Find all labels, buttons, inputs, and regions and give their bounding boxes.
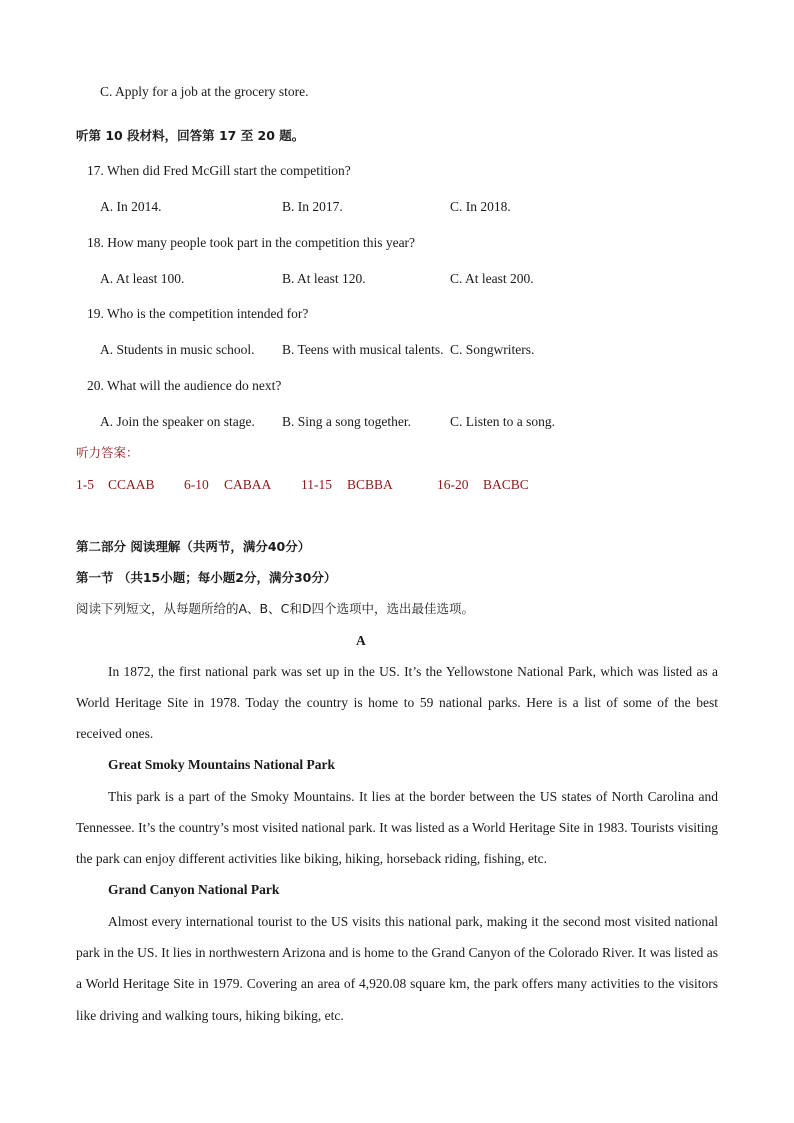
passage-intro: In 1872, the first national park was set up in the US. It’s the Yellowstone National Park, which was listed as a World Heritage Site in 1978. Today the country is home to 59 national parks. Here is a list of some of the best received ones. bbox=[76, 664, 718, 742]
passage-letter: A bbox=[356, 633, 366, 648]
answer-keys-3: BCBBA bbox=[347, 477, 393, 492]
park1-text: This park is a part of the Smoky Mountains. It lies at the border between the US states of North Carolina and Tennessee. It’s the country’s most visited national park. It was listed as a World Heritage Site in 1983. Tourists visiting the park can enjoy different activities like biking, hiking, horseback riding, fishing, etc. bbox=[76, 789, 718, 867]
park2-title: Grand Canyon National Park bbox=[108, 882, 280, 897]
question-20-option-c: C. Listen to a song. bbox=[450, 414, 555, 429]
question-19-option-b: B. Teens with musical talents. bbox=[282, 342, 444, 357]
section-10-instruction: 听第 10 段材料，回答第 17 至 20 题。 bbox=[76, 128, 305, 143]
question-18-option-a: A. At least 100. bbox=[100, 271, 185, 286]
reading-instruction: 阅读下列短文，从每题所给的A、B、C和D四个选项中，选出最佳选项。 bbox=[76, 601, 474, 616]
answer-keys-2: CABAA bbox=[224, 477, 272, 492]
park2-text: Almost every international tourist to the US visits this national park, making it the second most visited national park in the US. It lies in northwestern Arizona and is home to the Grand Canyon of the Colorado River. It was listed as a World Heritage Site in 1979. Covering an area of 4,920.08 square km, the park offers many activities to the visitors like driving and walking tours, hiking biking, etc. bbox=[76, 914, 718, 1023]
answer-range-1: 1-5 bbox=[76, 477, 94, 492]
question-18-option-c: C. At least 200. bbox=[450, 271, 534, 286]
answer-key-label: 听力答案： bbox=[76, 445, 139, 460]
answer-range-3: 11-15 bbox=[301, 477, 332, 492]
question-17-stem: 17. When did Fred McGill start the competition? bbox=[87, 163, 351, 178]
question-17-option-a: A. In 2014. bbox=[100, 199, 162, 214]
question-20-option-a: A. Join the speaker on stage. bbox=[100, 414, 255, 429]
question-19-stem: 19. Who is the competition intended for? bbox=[87, 306, 309, 321]
question-17-option-b: B. In 2017. bbox=[282, 199, 343, 214]
question-20-option-b: B. Sing a song together. bbox=[282, 414, 411, 429]
section1-heading: 第一节 （共15小题；每小题2分，满分30分） bbox=[76, 570, 337, 585]
question-19-option-c: C. Songwriters. bbox=[450, 342, 535, 357]
part2-heading: 第二部分 阅读理解（共两节，满分40分） bbox=[76, 539, 311, 554]
question-17-option-c: C. In 2018. bbox=[450, 199, 511, 214]
question-18-stem: 18. How many people took part in the competition this year? bbox=[87, 235, 416, 250]
answer-keys-1: CCAAB bbox=[108, 477, 155, 492]
answer-range-2: 6-10 bbox=[184, 477, 209, 492]
question-19-option-a: A. Students in music school. bbox=[100, 342, 255, 357]
park1-title: Great Smoky Mountains National Park bbox=[108, 757, 336, 772]
question-20-stem: 20. What will the audience do next? bbox=[87, 378, 282, 393]
question-18-option-b: B. At least 120. bbox=[282, 271, 366, 286]
q16-option-c: C. Apply for a job at the grocery store. bbox=[100, 84, 309, 99]
answer-keys-4: BACBC bbox=[483, 477, 529, 492]
answer-range-4: 16-20 bbox=[437, 477, 469, 492]
